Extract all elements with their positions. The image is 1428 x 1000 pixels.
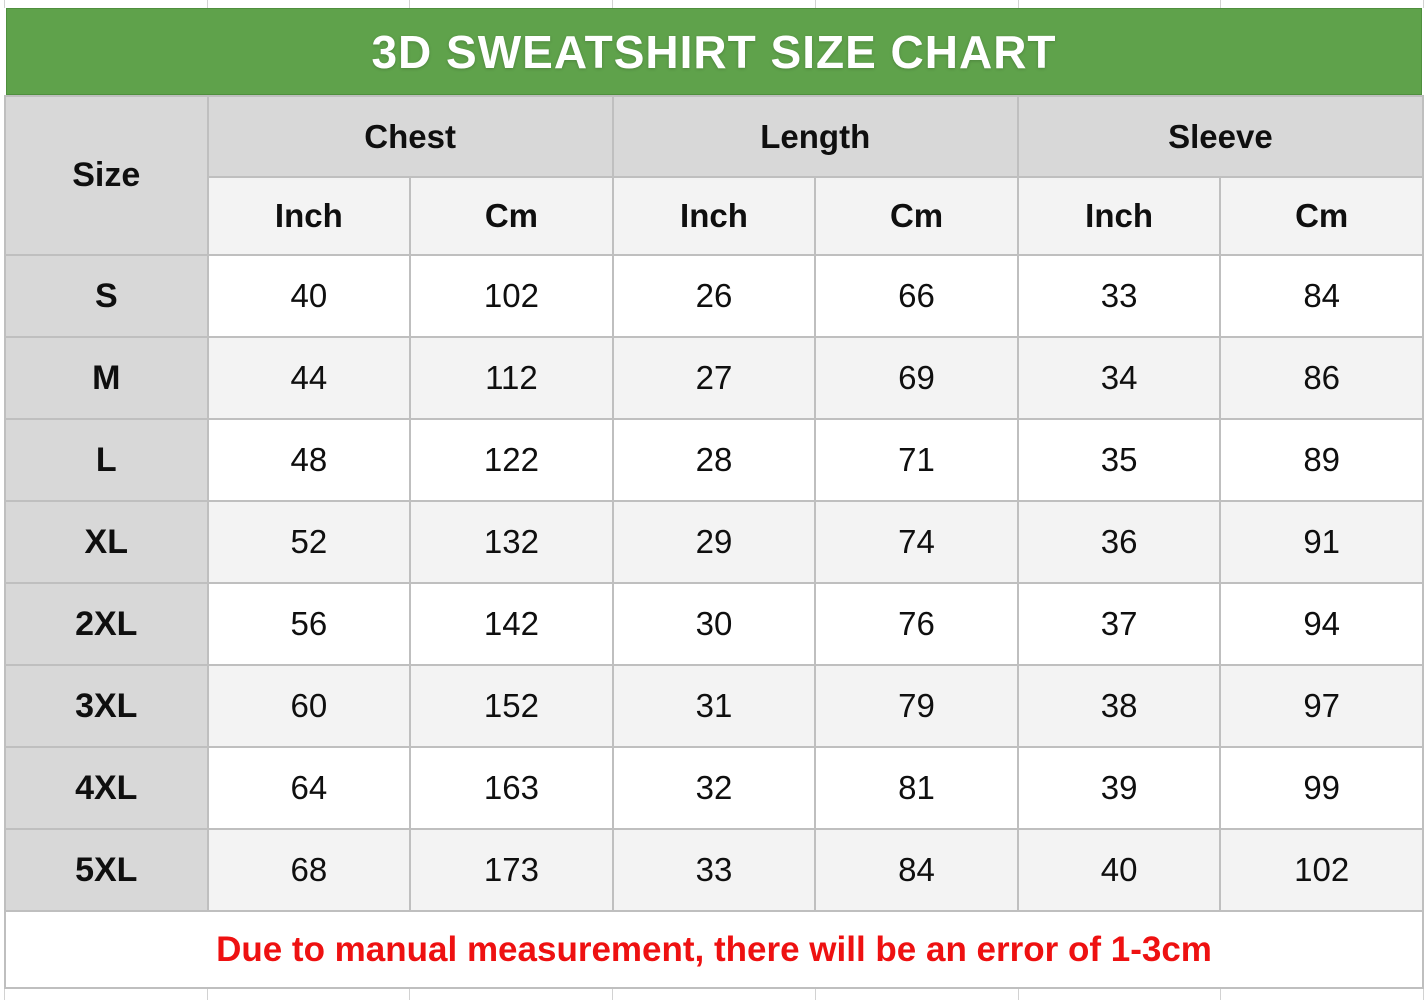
table-footer [5, 911, 1423, 988]
size-cell: L [5, 419, 208, 501]
unit-header-sleeve-inch: Inch [1018, 177, 1221, 255]
value-cell: 29 [613, 501, 816, 583]
unit-header-chest-inch: Inch [208, 177, 411, 255]
table-row-xl [5, 501, 1423, 583]
value-cell: 97 [1220, 665, 1423, 747]
value-cell: 173 [410, 829, 613, 911]
value-cell: 142 [410, 583, 613, 665]
grid-cell [1221, 989, 1424, 1000]
note-row [5, 911, 1423, 988]
value-cell: 79 [815, 665, 1018, 747]
grid-cell [613, 0, 816, 8]
unit-header-length-inch: Inch [613, 177, 816, 255]
unit-header-row [5, 177, 1423, 255]
value-cell: 163 [410, 747, 613, 829]
value-cell: 68 [208, 829, 411, 911]
value-cell: 26 [613, 255, 816, 337]
value-cell: 33 [1018, 255, 1221, 337]
value-cell: 94 [1220, 583, 1423, 665]
size-cell: M [5, 337, 208, 419]
value-cell: 35 [1018, 419, 1221, 501]
size-chart-table [4, 95, 1424, 989]
value-cell: 32 [613, 747, 816, 829]
value-cell: 60 [208, 665, 411, 747]
grid-cell [4, 0, 208, 8]
value-cell: 30 [613, 583, 816, 665]
value-cell: 44 [208, 337, 411, 419]
table-row-m [5, 337, 1423, 419]
value-cell: 69 [815, 337, 1018, 419]
grid-cell [208, 0, 411, 8]
table-row-s [5, 255, 1423, 337]
value-cell: 64 [208, 747, 411, 829]
value-cell: 31 [613, 665, 816, 747]
value-cell: 71 [815, 419, 1018, 501]
value-cell: 36 [1018, 501, 1221, 583]
value-cell: 91 [1220, 501, 1423, 583]
group-header-length: Length [613, 96, 1018, 177]
value-cell: 86 [1220, 337, 1423, 419]
value-cell: 81 [815, 747, 1018, 829]
value-cell: 152 [410, 665, 613, 747]
value-cell: 33 [613, 829, 816, 911]
grid-cell [613, 989, 816, 1000]
value-cell: 132 [410, 501, 613, 583]
size-cell: 4XL [5, 747, 208, 829]
grid-cell [4, 989, 208, 1000]
grid-cell [208, 989, 411, 1000]
value-cell: 102 [410, 255, 613, 337]
page-title: 3D SWEATSHIRT SIZE CHART [371, 25, 1057, 78]
table-row-2xl [5, 583, 1423, 665]
value-cell: 74 [815, 501, 1018, 583]
table-body [5, 255, 1423, 911]
value-cell: 38 [1018, 665, 1221, 747]
value-cell: 28 [613, 419, 816, 501]
group-header-sleeve: Sleeve [1018, 96, 1423, 177]
value-cell: 66 [815, 255, 1018, 337]
title-bar [6, 8, 1422, 95]
value-cell: 37 [1018, 583, 1221, 665]
value-cell: 27 [613, 337, 816, 419]
value-cell: 84 [1220, 255, 1423, 337]
size-column-header: Size [5, 96, 208, 255]
table-row-l [5, 419, 1423, 501]
grid-cell [410, 0, 613, 8]
value-cell: 40 [1018, 829, 1221, 911]
group-header-row [5, 96, 1423, 177]
unit-header-sleeve-cm: Cm [1220, 177, 1423, 255]
size-cell: S [5, 255, 208, 337]
grid-cell [1019, 989, 1222, 1000]
value-cell: 112 [410, 337, 613, 419]
group-header-chest: Chest [208, 96, 613, 177]
measurement-note: Due to manual measurement, there will be an error of 1-3cm [5, 911, 1423, 988]
size-cell: 5XL [5, 829, 208, 911]
value-cell: 40 [208, 255, 411, 337]
top-grid-strip [4, 0, 1424, 8]
grid-cell [816, 989, 1019, 1000]
value-cell: 89 [1220, 419, 1423, 501]
grid-cell [1221, 0, 1424, 8]
unit-header-chest-cm: Cm [410, 177, 613, 255]
value-cell: 39 [1018, 747, 1221, 829]
value-cell: 84 [815, 829, 1018, 911]
value-cell: 56 [208, 583, 411, 665]
grid-cell [1019, 0, 1222, 8]
value-cell: 122 [410, 419, 613, 501]
value-cell: 76 [815, 583, 1018, 665]
size-cell: 2XL [5, 583, 208, 665]
size-cell: XL [5, 501, 208, 583]
size-cell: 3XL [5, 665, 208, 747]
table-header [5, 96, 1423, 255]
value-cell: 52 [208, 501, 411, 583]
value-cell: 48 [208, 419, 411, 501]
table-row-4xl [5, 747, 1423, 829]
value-cell: 99 [1220, 747, 1423, 829]
bottom-grid-strip [4, 989, 1424, 1000]
grid-cell [816, 0, 1019, 8]
value-cell: 102 [1220, 829, 1423, 911]
value-cell: 34 [1018, 337, 1221, 419]
unit-header-length-cm: Cm [815, 177, 1018, 255]
table-row-5xl [5, 829, 1423, 911]
table-row-3xl [5, 665, 1423, 747]
grid-cell [410, 989, 613, 1000]
